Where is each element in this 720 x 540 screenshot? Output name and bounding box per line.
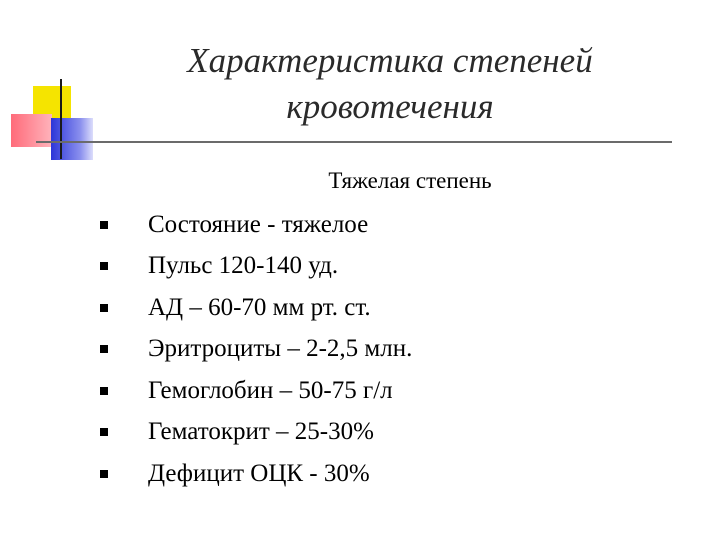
decorative-blue-square — [51, 118, 93, 160]
slide-title — [130, 38, 650, 130]
list-item — [100, 287, 412, 329]
square-bullet-icon — [100, 470, 108, 478]
square-bullet-icon — [100, 428, 108, 436]
slide-title-line-2: кровотечения — [286, 87, 494, 126]
list-item-text: Гемоглобин – 50-75 г/л — [148, 376, 393, 404]
slide-title-line-1: Характеристика степеней — [187, 41, 593, 80]
square-bullet-icon — [100, 304, 108, 312]
list-item — [100, 412, 412, 454]
square-bullet-icon — [100, 387, 108, 395]
list-item-text: Гематокрит – 25-30% — [148, 418, 374, 446]
square-bullet-icon — [100, 221, 108, 229]
list-item — [100, 246, 412, 288]
list-item-text: Состояние - тяжелое — [148, 210, 369, 238]
section-heading: Тяжелая степень — [328, 168, 492, 193]
square-bullet-icon — [100, 262, 108, 270]
list-item — [100, 453, 412, 495]
decorative-vertical-line — [60, 79, 62, 159]
list-item — [100, 329, 412, 371]
title-underline-rule — [36, 141, 672, 143]
list-item — [100, 204, 412, 246]
square-bullet-icon — [100, 345, 108, 353]
list-item-text: Эритроциты – 2-2,5 млн. — [148, 335, 413, 363]
list-item-text: АД – 60-70 мм рт. ст. — [148, 293, 371, 321]
list-item — [100, 370, 412, 412]
list-item-text: Дефицит ОЦК - 30% — [148, 459, 370, 487]
bullet-list — [100, 204, 412, 495]
list-item-text: Пульс 120-140 уд. — [148, 252, 339, 280]
